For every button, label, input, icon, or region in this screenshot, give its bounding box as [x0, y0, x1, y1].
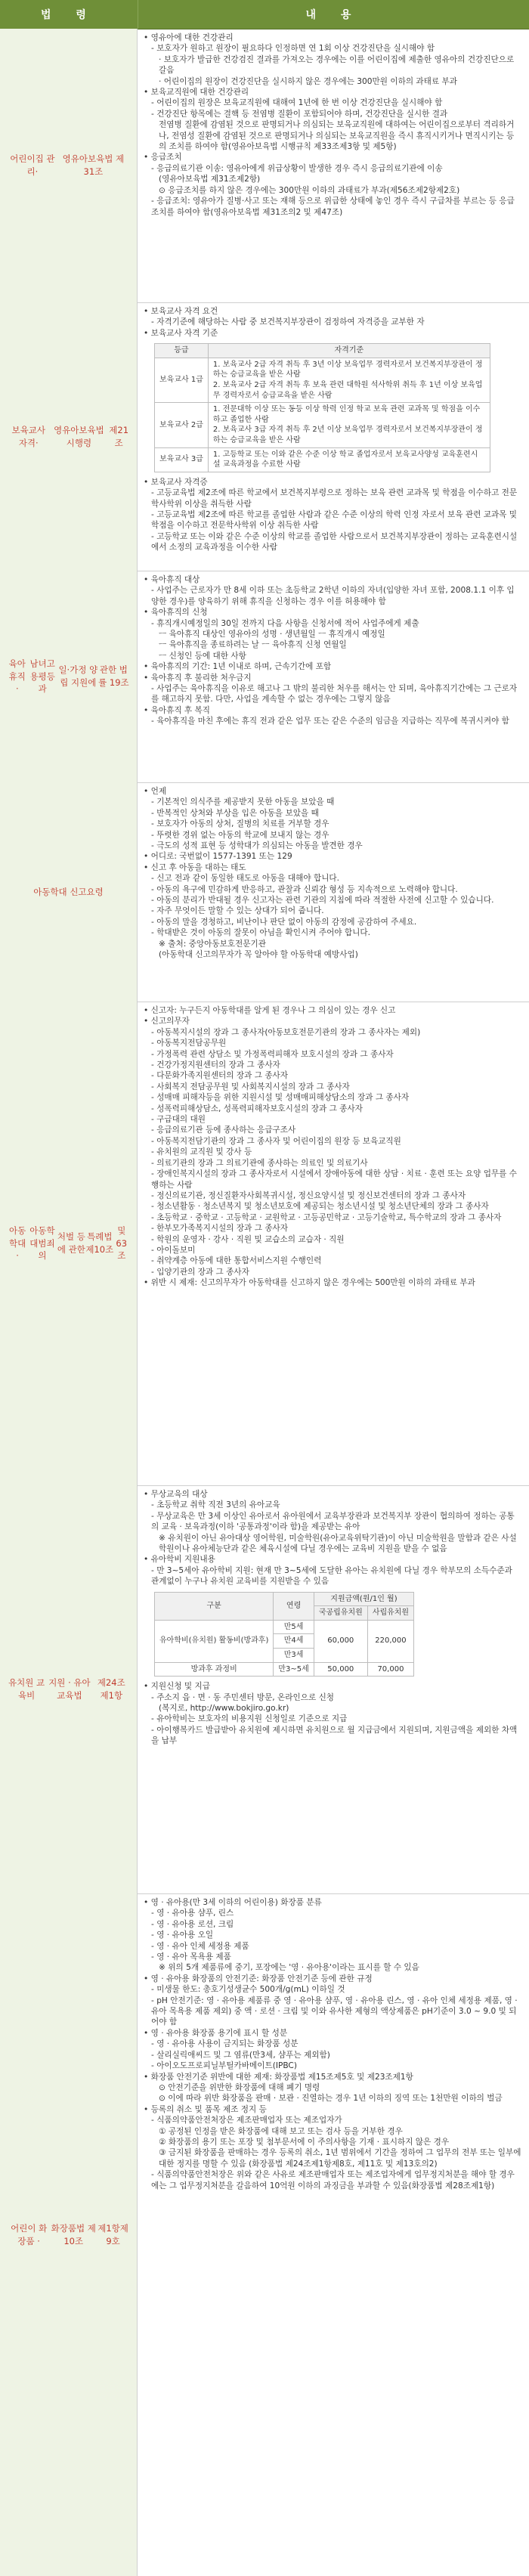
content-line: - 학대받은 것이 아동의 잘못이 아님을 확인시켜 주어야 합니다. [151, 928, 370, 938]
content-line: - 미생물 한도: 총호기성생균수 500개/g(mL) 이하일 것 [151, 1985, 345, 1995]
table-cell: 1. 보육교사 2급 자격 취득 후 3년 이상 보육업무 경력자로서 보건복지부장관이 정하는 승급교육을 받은 사람 2. 보육교사 2급 자격 취득 후 보육 관련 대학원 석사학위 취득 후 1년 이상 보육업무 경력자로서 승급교육을 받은 사람 [208, 358, 490, 402]
law-title: 유치원 교육비 지원 · 유아교육법 제24조제1항 [0, 1485, 138, 1893]
content-line: • 보육교사 자격 요건 [144, 307, 218, 316]
content-line: - 영 · 유아용 사용이 금지되는 화장품 성분 [151, 2039, 299, 2049]
content-line: ㅡ 육아휴직 대상인 영유아의 성명 · 생년월일 ㅡ 휴직개시 예정일 [159, 630, 385, 639]
content-line: • 보육교직원에 대한 건강관리 [144, 88, 249, 98]
content-line: - 유치원의 교직원 및 강사 등 [151, 1147, 252, 1157]
content-line: - 구급대의 대원 [151, 1115, 206, 1125]
table-header-cell: 국공립유치원 [314, 1606, 367, 1621]
content-line: - 뚜렷한 경위 없는 아동의 학교에 보내지 않는 경우 [151, 830, 329, 840]
content-line: ① 공정된 인정을 받은 화장품에 대해 보고 또는 검사 등을 거부한 경우 [159, 2126, 403, 2136]
law-title: 어린이 화장품 · 화장품법 제10조 제1항제9호 [0, 1893, 138, 2576]
content-line: - 유아학비는 보호자의 비용지원 신청일로 기준으로 지급 [151, 1714, 348, 1724]
table-cell: 1. 고등학교 또는 이와 같은 수준 이상 학교 졸업자로서 보육교사양성 교육훈련시설 교육과정을 수료한 사람 [208, 447, 490, 472]
content-line: - 응급의료기관 등에 종사하는 응급구조사 [151, 1125, 296, 1135]
content-line: - 취약계층 아동에 대한 통합서비스지원 수행인력 [151, 1256, 322, 1266]
law-row [0, 1485, 529, 1894]
content-line: - 한부모가족복지시설의 장과 그 종사자 [151, 1224, 289, 1234]
content-line: - 영 · 유아용 오일 [151, 1930, 214, 1940]
content-line: - 아동의 욕구에 민감하게 반응하고, 관찰과 신뢰감 형성 등 지속적으로 노력해야 합니다. [151, 884, 458, 894]
table-header [0, 0, 529, 29]
law-row [0, 29, 529, 303]
content-line: - 입양기관의 장과 그 종사자 [151, 1267, 249, 1277]
table-header-cell: 구분 [155, 1592, 274, 1620]
table-cell: 50,000 [314, 1662, 367, 1677]
content-line: ⊙ 안전기준을 위반한 화장품에 대해 폐기 명령 [159, 2082, 320, 2092]
info-table [154, 1592, 414, 1677]
content-line: 전염병 질환에 감염된 것으로 판명되거나 의심되는 보육교직원에 대하여는 어린이집으로부터 격리하거나, 전염성 질환에 감염된 것으로 판명되거나 의심되는 보육교직원을 즉시 휴직시키거나 면직시키는 등의 조치를 하여야 함(영유아보육법 시행규칙 제33조제3항 및 제5항) [159, 120, 515, 152]
content-line: - 영 · 유아 목욕용 제품 [151, 1952, 231, 1962]
table-cell: 방과후 과정비 [155, 1662, 274, 1677]
content-line: • 신고 후 아동을 대하는 태도 [144, 862, 246, 872]
content-line: • 육아휴직 대상 [144, 575, 200, 584]
content-line: - 반복적인 상처와 부상을 입은 아동을 보았을 때 [151, 808, 319, 818]
table-cell: 70,000 [367, 1662, 413, 1677]
content-line: - 식품의약품안전처장은 제조판매업자 또는 제조업자가 [151, 2116, 342, 2126]
content-line: ⊙ 이에 따라 위반 화장품을 판매 · 보관 · 진열하는 경우 1년 이하의 징역 또는 1천만원 이하의 벌금 [159, 2094, 503, 2104]
content-line: • 영 · 유아용 화장품의 안전기준: 화장품 안전기준 등에 관한 규정 [144, 1974, 373, 1983]
table-cell: 만3세 [274, 1649, 314, 1663]
content-line: - 육아휴직을 마친 후에는 휴직 전과 같은 업무 또는 같은 수준의 임금을 지급하는 직무에 복귀시켜야 함 [151, 717, 509, 726]
content-line: - 사회복지 전담공무원 및 사회복지시설의 장과 그 종사자 [151, 1082, 350, 1091]
content-line: • 화장품 안전기준 위반에 대한 제재: 화장품법 제15조제5호 및 제23조제1항 [144, 2072, 413, 2082]
law-content [138, 1485, 529, 1893]
content-line: - 응급조치: 영유아가 질병·사고 또는 재해 등으로 위급한 상태에 놓인 경우 즉시 구급차를 부르는 등 응급조치를 하여야 함(영유아보육법 제31조의2 및 제47조) [151, 197, 515, 217]
content-line: • 응급조치 [144, 153, 182, 163]
content-line: ※ 위의 5개 제품류에 중기, 포장에는 '영 · 유아용'이라는 표시를 할 수 있음 [159, 1963, 419, 1973]
content-line: - 고등교육법 제2조에 따른 학교를 졸업한 사람과 같은 수준 이상의 학력 인정 자로서 보육 관련 교과목 및 학점을 이수하고 전문학사학위 이상 취득한 사람 [151, 509, 518, 531]
content-line: • 육아휴직 후 불리한 처우금지 [144, 673, 252, 683]
law-title: 아동학대 신고요령 [0, 782, 138, 1002]
law-content [138, 1002, 529, 1485]
content-line: • 언제 [144, 787, 167, 796]
content-line: (아동학대 신고의무자가 꼭 알아야 할 아동학대 예방사업) [159, 950, 358, 960]
content-line: ③ 금지된 화장품을 판매하는 경우 등록의 취소, 1년 범위에서 기간을 정하여 그 업무의 전부 또는 일부에 대한 정지를 명할 수 있음 (화장품법 제24조제1항제8호, 제11호 및 제13호의2) [159, 2148, 521, 2169]
content-line: - 아이오도프로피닐부틸카바메이트(IPBC) [151, 2061, 297, 2071]
content-line: - 의료기관의 장과 그 의료기관에 종사하는 의료인 및 의료기사 [151, 1158, 368, 1168]
content-line: • 보육교사 자격증 [144, 477, 208, 487]
content-line: • 영 · 유아용(만 3세 이하의 어린이용) 화장품 분류 [144, 1898, 322, 1907]
content-line: - 아동의 말을 경청하고, 비난이나 판단 없이 아동의 감정에 공감하여 주세요. [151, 917, 417, 927]
content-line: - 보호자가 원하고 원장이 필요하다 인정하면 연 1회 이상 건강진단을 실시해야 함 [151, 44, 435, 54]
content-line: - 청소년활동 · 청소년복지 및 청소년보호에 제공되는 청소년시설 및 청소년단체의 장과 그 종사자 [151, 1202, 489, 1212]
content-line: - 정신의료기관, 정신질환자사회복귀시설, 정신요양시설 및 정신보건센터의 장과 그 종사자 [151, 1190, 466, 1200]
content-line: • 영유아에 대한 건강관리 [144, 33, 234, 42]
content-line: • 지원신청 및 지급 [144, 1682, 210, 1692]
content-line: - 사업주는 육아휴직을 이유로 해고나 그 밖의 불리한 처우를 해서는 안 되며, 육아휴직기간에는 그 근로자를 해고하지 못함. 다만, 사업을 계속할 수 없는 경우에는 그렇지 않음 [151, 684, 518, 704]
content-line: - 영 · 유아 인체 세정용 제품 [151, 1941, 249, 1951]
law-title: 아동학대 · 아동학대범죄의 처벌 등에 관한 특례법 제10조 및 63조 [0, 1002, 138, 1485]
law-row [0, 302, 529, 571]
table-row [155, 1662, 414, 1677]
content-line: - 아동복지시설의 장과 그 종사자(아동보호전문기관의 장과 그 종사자는 제외) [151, 1027, 421, 1037]
content-line: ※ 유치원이 아닌 유아대상 영어학원, 미술학원(유아교육위탁기관)이 아닌 미술학원을 말함과 같은 사설학원이나 유아체능단과 같은 체육시설에 다닐 경우에는 교육비 지원을 받을 수 없음 [159, 1533, 517, 1554]
content-line: • 어디로: 국번없이 1577-1391 또는 129 [144, 852, 292, 862]
content-line: - 영 · 유아용 로션, 크림 [151, 1919, 234, 1929]
content-line: - 자주 무엇이든 말할 수 있는 상대가 되어 줍니다. [151, 906, 324, 916]
content-line: • 위반 시 제재: 신고의무자가 아동학대를 신고하지 않은 경우에는 500만원 이하의 과태료 부과 [144, 1278, 475, 1288]
content-line: - 장애인복지시설의 장과 그 종사자로서 시설에서 장애아동에 대한 상담 · 치료 · 훈련 또는 요양 업무를 수행하는 사람 [151, 1169, 518, 1190]
content-line: - 무상교육은 만 3세 이상인 유아로서 유아원에서 교육부장관과 보건복지부 장관이 협의하여 정하는 공통의 교육 · 보육과정(이하 '공통과정'이라 함)을 제공받는 유아 [151, 1511, 515, 1532]
table-cell: 1. 전문대학 이상 또는 동등 이상 학력 인정 학교 보육 관련 교과목 및 학점을 이수하고 졸업한 사람 2. 보육교사 3급 자격 취득 후 2년 이상 보육업무 경력자로서 보건복지부장관이 정하는 승급교육을 받은 사람 [208, 403, 490, 447]
content-line: - 아동의 분리가 반대될 경우 신고자는 관련 기관의 지침에 따라 적절한 사전에 신고할 수 있습니다. [151, 896, 494, 906]
table-header-cell: 지원금액(원/1인 월) [314, 1592, 413, 1606]
law-row [0, 1893, 529, 2576]
content-line: - 영 · 유아용 샴푸, 린스 [151, 1909, 234, 1918]
content-line: - 살리실릭애씨드 및 그 염류(만3세, 샴푸는 제외함) [151, 2050, 330, 2060]
content-line: • 등록의 취소 및 품목 제조 정지 등 [144, 2104, 267, 2114]
content-line: - 초등학교 취학 직전 3년의 유아교육 [151, 1500, 280, 1510]
table-cell: 유아학비(유치원) 활동비(방과후) [155, 1620, 274, 1662]
law-title: 육아휴직· 남녀고용평등과 일·가정 양립 지원에 관한 법률 19조 [0, 571, 138, 782]
content-line: • 육아휴직의 기간: 1년 이내로 하며, 근속기간에 포함 [144, 662, 332, 672]
law-row [0, 782, 529, 1002]
content-line: - 다문화가족지원센터의 장과 그 종사자 [151, 1071, 289, 1081]
table-header-cell: 연령 [274, 1592, 314, 1620]
law-content [138, 29, 529, 302]
content-line: - 아동복지전담공무원 [151, 1039, 227, 1048]
content-line: - 건강진단 항목에는 결핵 등 전염병 질환이 포함되어야 하며, 건강진단을 실시한 결과 [151, 109, 448, 119]
table-header-cell: 등급 [155, 344, 209, 358]
table-cell: 만3~5세 [274, 1662, 314, 1677]
law-content [138, 782, 529, 1002]
content-line: - 자격기준에 해당하는 사람 중 보건복지부장관이 검정하여 자격증을 교부한 자 [151, 317, 425, 327]
content-line: - 주소지 읍 · 면 · 동 주민센터 방문, 온라인으로 신청 [151, 1692, 335, 1702]
content-line: - 휴직개시예정일의 30일 전까지 다음 사항을 신청서에 적어 사업주에게 제출 [151, 618, 419, 628]
content-line: - 만 3~5세아 유아학비 지원: 현재 만 3~5세에 도달한 유아는 유치원에 다닐 경우 학부모의 소득수준과 관계없이 누구나 유치원 교육비를 지원받을 수 있음 [151, 1565, 512, 1587]
content-line: - 기본적인 의식주를 제공받지 못한 아동을 보았을 때 [151, 797, 335, 807]
content-line: • 신고의무자 [144, 1017, 190, 1026]
content-line: · 보호자가 발급한 건강검진 결과를 가져오는 경우에는 이를 어린이집에 제출한 영유아의 건강진단으로 갈음 [159, 54, 515, 76]
content-line: ⊙ 응급조치를 하지 않은 경우에는 300만원 이하의 과태료가 부과(제56조제2항제2호) [159, 185, 460, 195]
content-line: ㅡ 육아휴직을 종료하려는 날 ㅡ 육아휴직 신청 연월일 [159, 640, 347, 650]
content-line: (복지로, http://www.bokjiro.go.kr) [159, 1704, 289, 1714]
table-cell: 보육교사 1급 [155, 358, 209, 402]
header-content: 내 용 [138, 0, 529, 29]
content-line: • 신고자: 누구든지 아동학대를 알게 된 경우나 그 의심이 있는 경우 신고 [144, 1006, 396, 1015]
table-cell: 만4세 [274, 1634, 314, 1649]
content-line: • 육아휴직 후 복직 [144, 705, 210, 715]
law-content [138, 1893, 529, 2576]
table-header-cell: 사립유치원 [367, 1606, 413, 1621]
content-line: - 고등학교 또는 이와 같은 수준 이상의 학교를 졸업한 사람으로서 보건복지부장관이 정하는 교육훈련시설에서 소정의 교육과정을 이수한 사람 [151, 531, 518, 553]
content-line: - 성폭력피해상담소, 성폭력피해자보호시설의 장과 그 종사자 [151, 1104, 363, 1113]
content-line: ㅡ 신청인 등에 대한 사항 [159, 651, 246, 661]
table-cell: 보육교사 3급 [155, 447, 209, 472]
table-cell: 220,000 [367, 1620, 413, 1662]
content-line: • 유아학비 지원내용 [144, 1555, 215, 1565]
table-row [155, 1620, 414, 1634]
content-line: - 가정폭력 관련 상담소 및 가정폭력피해자 보호시설의 장과 그 종사자 [151, 1049, 394, 1059]
content-line: ※ 출처: 중앙아동보호전문기관 [159, 939, 266, 949]
content-line: - 아이행복카드 발급받아 유치원에 제시하면 유치원으로 월 지급금에서 지원되며, 지원금액을 제외한 차액을 납부 [151, 1725, 518, 1746]
content-line: - 아동복지전담기관의 장과 그 종사자 및 어린이집의 원장 등 보육교직원 [151, 1136, 401, 1146]
content-line: - 초등학교 · 중학교 · 고등학교 · 교원학교 · 고등공민학교 · 고등기술학교, 특수학교의 장과 그 종사자 [151, 1212, 502, 1222]
table-row [155, 447, 490, 472]
content-line: (영유아보육법 제31조제2항) [159, 175, 261, 184]
content-line: ② 화장품의 용기 또는 포장 및 첨부문서에 이 주의사항을 기재 · 표시하지 않은 경우 [159, 2137, 450, 2147]
table-cell: 만5세 [274, 1620, 314, 1634]
content-line: - 극도의 성적 표현 등 성학대가 의심되는 아동을 발견한 경우 [151, 841, 363, 851]
content-line: - 사업주는 근로자가 만 8세 이하 또는 초등학교 2학년 이하의 자녀(입양한 자녀 포함, 2008.1.1 이후 입양한 경우)를 양육하기 위해 휴직을 신청하는 경우 이를 허용해야 함 [151, 586, 515, 606]
content-line: - 식품의약품안전처장은 위와 같은 사유로 제조판매업자 또는 제조업자에게 업무정지처분을 해야 할 경우에는 그 업무정지처분을 갈음하여 10억원 이하의 과징금을 부과할 수 있음(화장품법 제28조제1항) [151, 2170, 515, 2191]
law-title: 어린이집 관리· 영유아보육법 제31조 [0, 29, 138, 302]
law-title: 보육교사 자격· 영유아보육법 시행령 제21조 [0, 302, 138, 571]
law-row [0, 1002, 529, 1486]
content-line: • 무상교육의 대상 [144, 1490, 208, 1499]
content-line: • 영 · 유아용 화장품 용기에 표시 할 성분 [144, 2028, 288, 2038]
content-line: - 응급의료기관 이송: 영유아에게 위급상황이 발생한 경우 즉시 응급의료기관에 이송 [151, 163, 443, 173]
content-line: • 보육교사 자격 기준 [144, 328, 218, 338]
law-row [0, 571, 529, 783]
law-content [138, 302, 529, 571]
law-content [138, 571, 529, 782]
table-cell: 보육교사 2급 [155, 403, 209, 447]
content-line: - 건강가정지원센터의 장과 그 종사자 [151, 1060, 280, 1070]
content-line: - 아이돌보미 [151, 1245, 196, 1255]
content-line: - 고등교육법 제2조에 따른 학교에서 보건복지부령으로 정하는 보육 관련 교과목 및 학점을 이수하고 전문학사학위 이상을 취득한 사람 [151, 488, 518, 509]
info-table [154, 343, 490, 472]
content-line: - 보호자가 아동의 상처, 질병의 치료를 거부할 경우 [151, 819, 329, 829]
table-header-cell: 자격기준 [208, 344, 490, 358]
table-cell: 60,000 [314, 1620, 367, 1662]
table-row [155, 403, 490, 447]
content-line: - 신고 전과 같이 동일한 태도로 아동을 대해야 합니다. [151, 874, 340, 884]
header-law: 법 령 [41, 9, 97, 21]
content-line: - pH 안전기준: 영 · 유아용 제품류 중 영 · 유아용 샴푸, 영 · 유아용 린스, 영 · 유아 인체 세정용 제품, 영 · 유아 목욕용 제품 제외) 중 액 · 로션 · 크림 및 이와 유사한 제형의 액상제품은 pH기준이 3.0 ~ 9.0 및 되어야 함 [151, 1995, 518, 2027]
content-line: - 성매매 피해자등을 위한 지원시설 및 성매매피해상담소의 장과 그 종사자 [151, 1093, 410, 1103]
content-line: • 육아휴직의 신청 [144, 608, 208, 618]
content-line: - 학원의 운영자 · 강사 · 직원 및 교습소의 교습자 · 직원 [151, 1234, 345, 1244]
table-row [155, 358, 490, 402]
content-line: - 어린이집의 원장은 보육교직원에 대해여 1년에 한 번 이상 건강진단을 실시해야 함 [151, 98, 443, 108]
content-line: · 어린이집의 원장이 건강진단을 실시하지 않은 경우에는 300만원 이하의 과태료 부과 [159, 76, 457, 86]
